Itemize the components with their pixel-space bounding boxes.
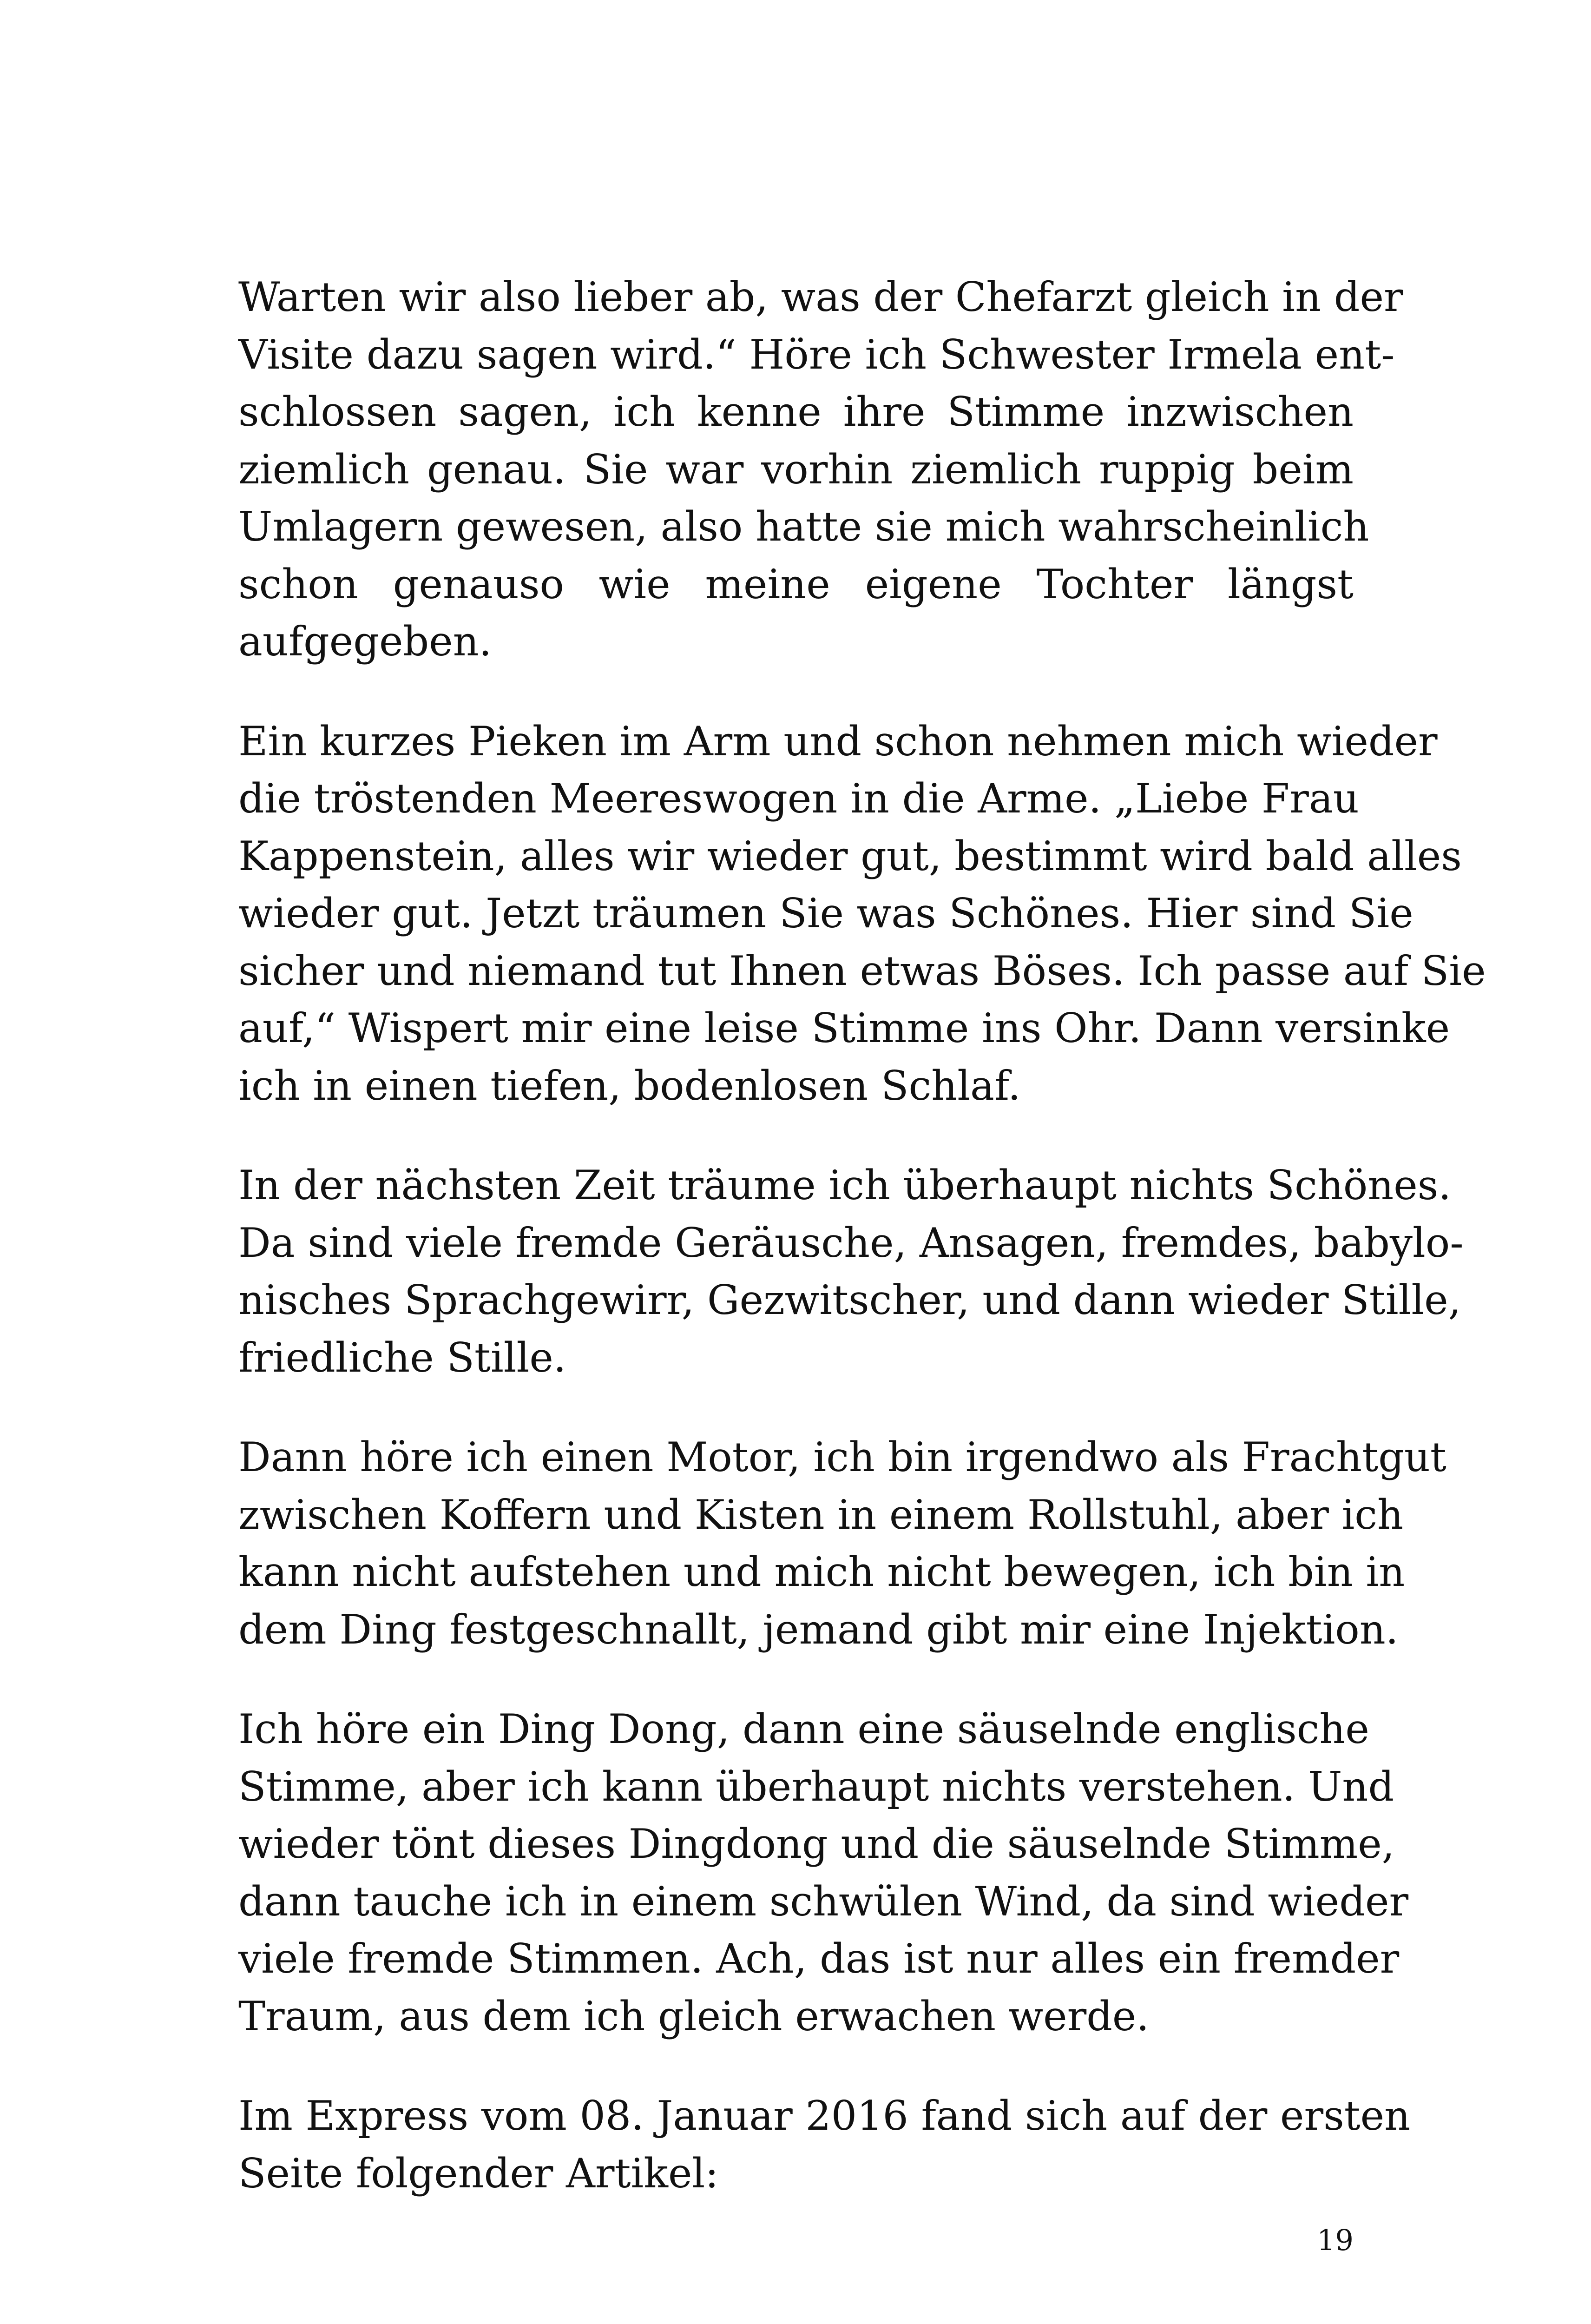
text-line: Dann höre ich einen Motor, ich bin irgendwo als Frachtgut [238,1433,1446,1481]
text-line: friedliche Stille. [238,1334,566,1381]
paragraph-5 [238,1701,1409,2045]
text-line: In der nächsten Zeit träume ich überhaupt nichts Schönes. [238,1162,1452,1209]
text-line: Umlagern gewesen, also hatte sie mich wahrscheinlich [238,503,1369,550]
text-line: nisches Sprachgewirr, Gezwitscher, und dann wieder Stille, [238,1276,1461,1324]
paragraph-3 [238,1157,1464,1386]
text-line: ich in einen tiefen, bodenlosen Schlaf. [238,1062,1021,1109]
text-line: wieder tönt dieses Dingdong und die säuselnde Stimme, [238,1820,1395,1868]
text-line: ziemlich genau. Sie war vorhin ziemlich ruppig beim [238,445,1354,493]
text-line: Kappenstein, alles wir wieder gut, bestimmt wird bald alles [238,832,1462,880]
page-number: 19 [1317,2223,1354,2257]
text-line: dem Ding festgeschnallt, jemand gibt mir eine Injektion. [238,1605,1399,1653]
text-line: dann tauche ich in einem schwülen Wind, da sind wieder [238,1877,1409,1925]
text-line: zwischen Koffern und Kisten in einem Rollstuhl, aber ich [238,1491,1404,1538]
text-line: Warten wir also lieber ab, was der Chefarzt gleich in der [238,273,1403,321]
text-line: viele fremde Stimmen. Ach, das ist nur alles ein fremder [238,1935,1400,1982]
paragraph-6 [238,2087,1411,2202]
text-line: Im Express vom 08. Januar 2016 fand sich auf der ersten [238,2092,1411,2139]
text-line: schon genauso wie meine eigene Tochter längst [238,560,1354,608]
text-line: Da sind viele fremde Geräusche, Ansagen, fremdes, babylo- [238,1219,1464,1267]
text-line: Ein kurzes Pieken im Arm und schon nehmen mich wieder [238,717,1438,765]
text-line: auf,“ Wispert mir eine leise Stimme ins Ohr. Dann versinke [238,1004,1450,1052]
text-line: die tröstenden Meereswogen in die Arme. „Liebe Frau [238,775,1359,822]
text-line: Traum, aus dem ich gleich erwachen werde. [238,1992,1150,2040]
paragraph-1 [238,269,1403,671]
paragraph-4 [238,1429,1446,1658]
text-line: kann nicht aufstehen und mich nicht bewegen, ich bin in [238,1548,1405,1596]
text-line: sicher und niemand tut Ihnen etwas Böses. Ich passe auf Sie [238,947,1486,995]
text-line: Seite folgender Artikel: [238,2149,719,2197]
text-line: aufgegeben. [238,618,492,665]
text-line: wieder gut. Jetzt träumen Sie was Schönes. Hier sind Sie [238,890,1413,937]
text-line: Ich höre ein Ding Dong, dann eine säuselnde englische [238,1705,1369,1753]
page-body-text [238,269,1486,2245]
text-line: Stimme, aber ich kann überhaupt nichts verstehen. Und [238,1763,1394,1810]
text-line: schlossen sagen, ich kenne ihre Stimme inzwischen [238,388,1354,436]
text-line: Visite dazu sagen wird.“ Höre ich Schwester Irmela ent- [238,330,1395,378]
paragraph-2 [238,713,1486,1115]
